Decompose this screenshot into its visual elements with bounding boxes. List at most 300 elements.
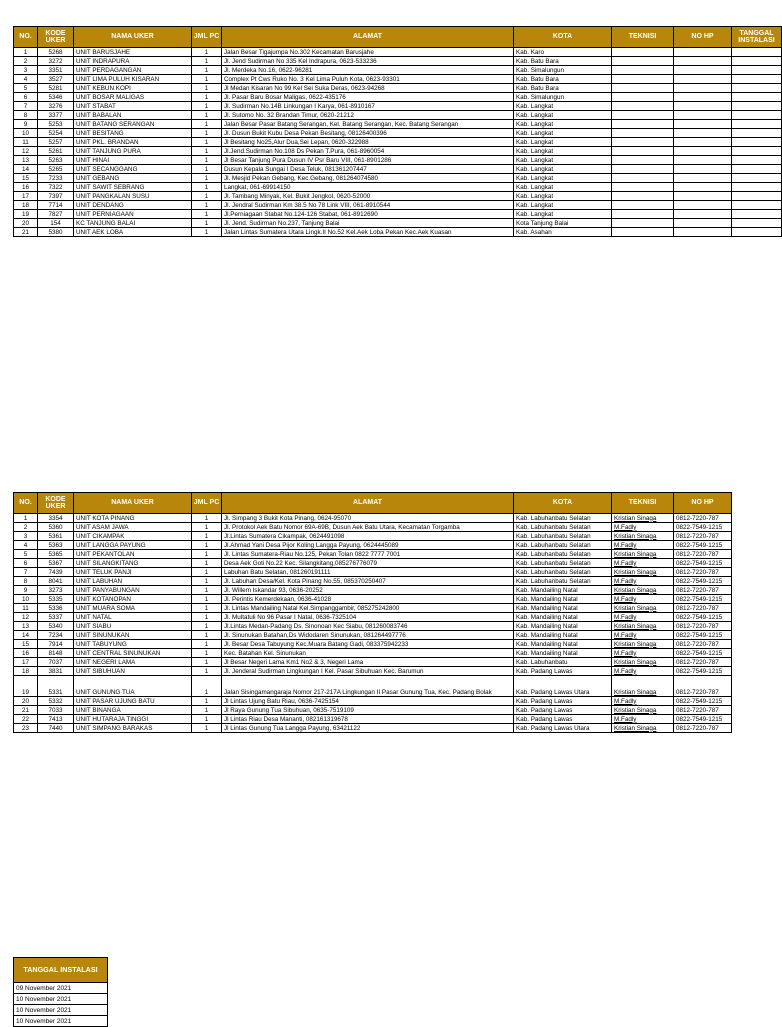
- table-cell: 1: [192, 228, 222, 237]
- table-cell: 1: [192, 667, 222, 676]
- table-cell: Kab. Asahan: [514, 228, 612, 237]
- column-header: NO.: [14, 493, 38, 514]
- table-cell: 5332: [38, 697, 74, 706]
- column-header: JML PC: [192, 27, 222, 48]
- table-cell: 1: [192, 84, 222, 93]
- table-cell: Kab. Labuhanbatu Selatan: [514, 577, 612, 586]
- table-cell: 3273: [38, 586, 74, 595]
- table-cell: Jl Besitang No25,Alur Dua,Sei Lepan, 0620-322988: [222, 138, 514, 147]
- table-cell: 5361: [38, 532, 74, 541]
- table-cell: Jl. Tambang Minyak, Kel. Bukit Jengkol, 0620-52000: [222, 192, 514, 201]
- table-cell: 6: [14, 93, 38, 102]
- table-cell: 5367: [38, 559, 74, 568]
- table-cell: [674, 174, 732, 183]
- table-row: [14, 676, 732, 697]
- table-cell: 1: [192, 676, 222, 697]
- table-cell: [732, 84, 782, 93]
- table-cell: 0812-7220-787: [674, 640, 732, 649]
- table-cell: UNIT PERNIAGAAN: [74, 210, 192, 219]
- table-cell: Complex Pt Cws Ruko No. 3 Kel Lima Puluh Kota, 0623-93301: [222, 75, 514, 84]
- table-cell: 7037: [38, 658, 74, 667]
- table-cell: [612, 210, 674, 219]
- table-cell: [612, 129, 674, 138]
- table-cell: UNIT HINAI: [74, 156, 192, 165]
- table-cell: UNIT ASAM JAWA: [74, 523, 192, 532]
- units-table-2: [13, 492, 732, 733]
- table-cell: [612, 174, 674, 183]
- table-cell: Kab. Langkat: [514, 120, 612, 129]
- table-cell: 5: [14, 84, 38, 93]
- table-cell: 0822-7549-1215: [674, 697, 732, 706]
- table-cell: 1: [192, 715, 222, 724]
- table-cell: Jl. Besar Desa Tabuyung Kec.Muara Batang Gadi, 083375942233: [222, 640, 514, 649]
- table-cell: Kristian Sinaga: [612, 658, 674, 667]
- table-cell: 0812-7220-787: [674, 550, 732, 559]
- table-cell: Kab. Labuhanbatu Selatan: [514, 568, 612, 577]
- table-cell: UNIT KOTA PINANG: [74, 514, 192, 523]
- table-cell: UNIT PERDAGANGAN: [74, 66, 192, 75]
- table-cell: Jl Lintas Gunung Tua Langga Payung, 63421122: [222, 724, 514, 733]
- table-cell: 20: [14, 697, 38, 706]
- table-cell: 3527: [38, 75, 74, 84]
- table-cell: 23: [14, 724, 38, 733]
- table-row: [14, 613, 732, 622]
- table-cell: Kab. Labuhanbatu Selatan: [514, 550, 612, 559]
- table-cell: Kab. Labuhanbatu Selatan: [514, 523, 612, 532]
- table-cell: Kab. Padang Lawas: [514, 697, 612, 706]
- table-cell: [732, 156, 782, 165]
- table-cell: Kab. Labuhanbatu Selatan: [514, 559, 612, 568]
- table-cell: 8: [14, 577, 38, 586]
- table-cell: [612, 228, 674, 237]
- table-cell: Kab. Padang Lawas: [514, 715, 612, 724]
- table-cell: 1: [192, 129, 222, 138]
- table-cell: 13: [14, 622, 38, 631]
- table-row: [14, 649, 732, 658]
- table-cell: Kab. Padang Lawas: [514, 667, 612, 676]
- table-cell: 7827: [38, 210, 74, 219]
- table-cell: [674, 93, 732, 102]
- table-row: [14, 129, 782, 138]
- table-cell: UNIT NATAL: [74, 613, 192, 622]
- table-cell: M.Fadly: [612, 613, 674, 622]
- table-cell: [674, 129, 732, 138]
- table-cell: UNIT PASAR UJUNG BATU: [74, 697, 192, 706]
- table-row: [14, 514, 732, 523]
- table-cell: 7413: [38, 715, 74, 724]
- table-cell: 1: [192, 138, 222, 147]
- table-cell: UNIT SINUNUKAN: [74, 631, 192, 640]
- table-cell: Jalan Lintas Sumatera Utara Lingk.II No.52 Kel.Aek Loba Pekan Kec.Aek Kuasan: [222, 228, 514, 237]
- table-cell: UNIT BABALAN: [74, 111, 192, 120]
- table-cell: [612, 84, 674, 93]
- table-cell: Kab. Mandailing Natal: [514, 604, 612, 613]
- table-cell: Kab. Labuhanbatu Selatan: [514, 514, 612, 523]
- table-cell: 1: [14, 514, 38, 523]
- table-cell: [674, 66, 732, 75]
- table-row: [14, 983, 108, 994]
- table-cell: Jl Besar Tanjung Pura Dusun IV Psr Baru VIII, 061-8901286: [222, 156, 514, 165]
- table-cell: [732, 48, 782, 57]
- table-cell: 1: [192, 66, 222, 75]
- installation-date-cell: 10 November 2021: [14, 1005, 108, 1016]
- table-cell: [732, 111, 782, 120]
- table-cell: 11: [14, 138, 38, 147]
- table-cell: 7: [14, 568, 38, 577]
- table-cell: Kab. Langkat: [514, 210, 612, 219]
- table-cell: 1: [192, 210, 222, 219]
- table-cell: 1: [192, 559, 222, 568]
- table-cell: UNIT BATANG SERANGAN: [74, 120, 192, 129]
- table-cell: 5380: [38, 228, 74, 237]
- table-cell: 1: [192, 75, 222, 84]
- table-cell: Kristian Sinaga: [612, 550, 674, 559]
- table-row: [14, 66, 782, 75]
- table-cell: Jalan Besar Pasar Batang Serangan, Kel. Batang Serangan, Kec. Batang Serangan: [222, 120, 514, 129]
- table-cell: [612, 219, 674, 228]
- table-cell: 4: [14, 541, 38, 550]
- table-header-row: [14, 493, 732, 514]
- table-cell: [674, 228, 732, 237]
- table-cell: UNIT PANGKALAN SUSU: [74, 192, 192, 201]
- table-cell: UNIT BESITANG: [74, 129, 192, 138]
- table-cell: Kristian Sinaga: [612, 532, 674, 541]
- table-cell: 7: [14, 102, 38, 111]
- table-cell: UNIT CIKAMPAK: [74, 532, 192, 541]
- table-cell: Kab. Mandailing Natal: [514, 586, 612, 595]
- table-cell: Kab. Mandailing Natal: [514, 649, 612, 658]
- table-cell: 4: [14, 75, 38, 84]
- table-row: [14, 156, 782, 165]
- table-row: [14, 165, 782, 174]
- installation-date-table: [13, 957, 108, 1027]
- table-cell: UNIT LIMA PULUH KISARAN: [74, 75, 192, 84]
- table-cell: Jl. Willem Iskandar 93, 0636-20252: [222, 586, 514, 595]
- table-cell: 0812-7220-787: [674, 568, 732, 577]
- table-row: [14, 622, 732, 631]
- table-cell: 5360: [38, 523, 74, 532]
- table-cell: Kab. Labuhanbatu Selatan: [514, 532, 612, 541]
- table-cell: 0812-7220-787: [674, 658, 732, 667]
- table-row: [14, 631, 732, 640]
- table-cell: Kab. Langkat: [514, 174, 612, 183]
- table-cell: UNIT STABAT: [74, 102, 192, 111]
- table-cell: 10: [14, 595, 38, 604]
- table-cell: 0812-7220-787: [674, 514, 732, 523]
- table-cell: UNIT LANGGA PAYUNG: [74, 541, 192, 550]
- table-cell: Kab. Batu Bara: [514, 75, 612, 84]
- table-row: [14, 595, 732, 604]
- table-cell: 0812-7220-787: [674, 706, 732, 715]
- table-cell: UNIT BINANGA: [74, 706, 192, 715]
- table-cell: M.Fadly: [612, 523, 674, 532]
- table-cell: 17: [14, 658, 38, 667]
- table-cell: [674, 138, 732, 147]
- table-cell: Kab. Langkat: [514, 147, 612, 156]
- table-cell: Jl. Jenderal Sudirman Lingkungan I Kel. Pasar Sibuhuan Kec. Barumun: [222, 667, 514, 676]
- table-cell: UNIT AEK LOBA: [74, 228, 192, 237]
- table-cell: [674, 75, 732, 84]
- table-cell: 1: [192, 631, 222, 640]
- table-cell: [612, 111, 674, 120]
- table-cell: Jl.Lintas Sumatera Cikampak, 0624491098: [222, 532, 514, 541]
- table-row: [14, 75, 782, 84]
- table-cell: Kab. Padang Lawas Utara: [514, 676, 612, 697]
- table-cell: Kab. Mandailing Natal: [514, 631, 612, 640]
- table-cell: Jl. Lintas Mandailing Natal Kel.Simpanggambir, 085275242800: [222, 604, 514, 613]
- table-cell: [612, 93, 674, 102]
- table-row: [14, 577, 732, 586]
- table-cell: [674, 102, 732, 111]
- table-cell: [732, 192, 782, 201]
- table-cell: Kab. Batu Bara: [514, 84, 612, 93]
- table-cell: 0822-7549-1215: [674, 715, 732, 724]
- table-cell: 0822-7549-1215: [674, 631, 732, 640]
- table-row: [14, 541, 732, 550]
- table-cell: 1: [192, 658, 222, 667]
- table-cell: Kab. Langkat: [514, 192, 612, 201]
- table-cell: Kristian Sinaga: [612, 586, 674, 595]
- table-cell: [732, 102, 782, 111]
- table-cell: 15: [14, 640, 38, 649]
- table-cell: 3831: [38, 667, 74, 676]
- table-cell: UNIT DENDANG: [74, 201, 192, 210]
- table-cell: Jl.Jend.Sudirman No.108 Ds Pekan T.Pura, 061-8960054: [222, 147, 514, 156]
- table-cell: 5253: [38, 120, 74, 129]
- table-cell: 7233: [38, 174, 74, 183]
- table-cell: Jl Lintas Ujung Batu Riau, 0636-7425154: [222, 697, 514, 706]
- table-cell: 7439: [38, 568, 74, 577]
- table-cell: [732, 201, 782, 210]
- table-cell: UNIT HUTARAJA TINGGI: [74, 715, 192, 724]
- column-header: TANGGAL INSTALASI: [732, 27, 782, 48]
- table-row: [14, 667, 732, 676]
- table-cell: 5254: [38, 129, 74, 138]
- table-cell: 0822-7549-1215: [674, 577, 732, 586]
- table-cell: 0822-7549-1215: [674, 541, 732, 550]
- table-cell: 5337: [38, 613, 74, 622]
- table-cell: [732, 93, 782, 102]
- table-cell: Kab. Mandailing Natal: [514, 613, 612, 622]
- table-cell: [612, 201, 674, 210]
- table-cell: M.Fadly: [612, 559, 674, 568]
- table-cell: 1: [192, 48, 222, 57]
- table-cell: Kab. Langkat: [514, 183, 612, 192]
- table-cell: M.Fadly: [612, 577, 674, 586]
- table-cell: 1: [192, 550, 222, 559]
- column-header: TEKNISI: [612, 27, 674, 48]
- table-cell: 1: [192, 532, 222, 541]
- table-cell: Jl.Perniagaan Stabat No.124-126 Stabat, 061-8912690: [222, 210, 514, 219]
- table-row: [14, 93, 782, 102]
- table-cell: Jalan Besar Tigajumpa No.302 Kecamatan Barusjahe: [222, 48, 514, 57]
- table-cell: 1: [192, 577, 222, 586]
- table-row: [14, 658, 732, 667]
- table-cell: 14: [14, 165, 38, 174]
- table-cell: 15: [14, 174, 38, 183]
- table-cell: 1: [192, 120, 222, 129]
- table-cell: 8148: [38, 649, 74, 658]
- table-cell: 3377: [38, 111, 74, 120]
- table-cell: 3351: [38, 66, 74, 75]
- table-cell: Kristian Sinaga: [612, 706, 674, 715]
- table-cell: [732, 219, 782, 228]
- table-cell: [732, 210, 782, 219]
- table-cell: 0822-7549-1215: [674, 649, 732, 658]
- table-cell: Kab. Padang Lawas: [514, 706, 612, 715]
- table-cell: 17: [14, 192, 38, 201]
- table-cell: 13: [14, 156, 38, 165]
- table-row: [14, 174, 782, 183]
- table-cell: 1: [192, 156, 222, 165]
- table-cell: [612, 138, 674, 147]
- table-cell: 8: [14, 111, 38, 120]
- table-cell: [674, 84, 732, 93]
- table-cell: 18: [14, 201, 38, 210]
- column-header: NO HP: [674, 27, 732, 48]
- table-cell: Kab. Karo: [514, 48, 612, 57]
- table-cell: UNIT CENTRAL SINUNUKAN: [74, 649, 192, 658]
- table-cell: Kab. Mandailing Natal: [514, 622, 612, 631]
- table-cell: UNIT KEBUN KOPI: [74, 84, 192, 93]
- table-cell: 1: [192, 219, 222, 228]
- table-cell: 5261: [38, 147, 74, 156]
- table-cell: 12: [14, 147, 38, 156]
- table-cell: M.Fadly: [612, 595, 674, 604]
- table-cell: 7234: [38, 631, 74, 640]
- table-cell: 2: [14, 523, 38, 532]
- table-cell: M.Fadly: [612, 667, 674, 676]
- column-header: KODE UKER: [38, 493, 74, 514]
- column-header: KOTA: [514, 27, 612, 48]
- table-cell: UNIT TELUK PANJI: [74, 568, 192, 577]
- table-cell: 1: [192, 541, 222, 550]
- table-cell: 7714: [38, 201, 74, 210]
- table-cell: Kristian Sinaga: [612, 604, 674, 613]
- table-cell: 7440: [38, 724, 74, 733]
- table-cell: 1: [192, 147, 222, 156]
- table-cell: Kab. Langkat: [514, 129, 612, 138]
- table-cell: Jl Medan Kisaran No 99 Kel Sei Suka Deras, 0623-94268: [222, 84, 514, 93]
- table-cell: Jl. Jend Sudirman No 335 Kel Indrapura, 0623-533236: [222, 57, 514, 66]
- table-row: [14, 102, 782, 111]
- table-cell: [612, 165, 674, 174]
- table-row: [14, 120, 782, 129]
- table-cell: Kristian Sinaga: [612, 622, 674, 631]
- table-row: [14, 706, 732, 715]
- column-header: KOTA: [514, 493, 612, 514]
- table-cell: UNIT NEGERI LAMA: [74, 658, 192, 667]
- table-cell: [732, 57, 782, 66]
- table-cell: UNIT SECANGGANG: [74, 165, 192, 174]
- table-cell: Jl Raya Gunung Tua Sibuhuan, 0635-7519109: [222, 706, 514, 715]
- table-cell: 5335: [38, 595, 74, 604]
- table-cell: 1: [192, 697, 222, 706]
- table-cell: 0812-7220-787: [674, 676, 732, 697]
- table-row: [14, 219, 782, 228]
- table-cell: 1: [192, 514, 222, 523]
- table-cell: Kristian Sinaga: [612, 514, 674, 523]
- table-cell: [732, 228, 782, 237]
- table-cell: Kristian Sinaga: [612, 640, 674, 649]
- table-cell: 5336: [38, 604, 74, 613]
- table-row: [14, 183, 782, 192]
- table-cell: M.Fadly: [612, 697, 674, 706]
- table-cell: 1: [192, 174, 222, 183]
- table-cell: UNIT KOTANOPAN: [74, 595, 192, 604]
- table-row: [14, 724, 732, 733]
- table-cell: 1: [192, 586, 222, 595]
- table-cell: [732, 138, 782, 147]
- table-cell: M.Fadly: [612, 715, 674, 724]
- table-cell: Kab. Labuhanbatu: [514, 658, 612, 667]
- table-cell: 7033: [38, 706, 74, 715]
- table-cell: Kab. Padang Lawas Utara: [514, 724, 612, 733]
- table-cell: [674, 210, 732, 219]
- table-row: [14, 147, 782, 156]
- table-cell: Jl. Merdeka No.16, 0622-96281: [222, 66, 514, 75]
- table-cell: 1: [192, 192, 222, 201]
- table-cell: 0812-7220-787: [674, 604, 732, 613]
- table-cell: UNIT PEKANTOLAN: [74, 550, 192, 559]
- table-cell: Jl. Mesjid Pekan Gebang, Kec.Gebang, 081264074580: [222, 174, 514, 183]
- table-cell: [732, 75, 782, 84]
- table-cell: Labuhan Batu Selatan, 081260191111: [222, 568, 514, 577]
- table-cell: UNIT TANJUNG PURA: [74, 147, 192, 156]
- table-row: [14, 532, 732, 541]
- table-cell: 19: [14, 210, 38, 219]
- table-cell: 3272: [38, 57, 74, 66]
- table-cell: UNIT GEBANG: [74, 174, 192, 183]
- table-cell: [612, 57, 674, 66]
- table-cell: Kab. Langkat: [514, 201, 612, 210]
- table-cell: 0822-7549-1215: [674, 523, 732, 532]
- table-cell: Jalan Sisingamangaraja Nomor 217-217A Lingkungan II Pasar Gunung Tua, Kec. Padang Bolak: [222, 676, 514, 697]
- table-cell: 0812-7220-787: [674, 724, 732, 733]
- table-cell: UNIT INDRAPURA: [74, 57, 192, 66]
- table-cell: 7397: [38, 192, 74, 201]
- table-row: [14, 228, 782, 237]
- table-cell: 1: [192, 111, 222, 120]
- table-cell: 1: [192, 523, 222, 532]
- column-header: NO HP: [674, 493, 732, 514]
- table-cell: UNIT PKL. BRANDAN: [74, 138, 192, 147]
- table-cell: 10: [14, 129, 38, 138]
- table-cell: 3354: [38, 514, 74, 523]
- table-cell: 1: [192, 622, 222, 631]
- table-row: [14, 604, 732, 613]
- installation-date-cell: 10 November 2021: [14, 1016, 108, 1027]
- table-cell: 19: [14, 676, 38, 697]
- table-row: [14, 523, 732, 532]
- table-cell: 0822-7549-1215: [674, 595, 732, 604]
- table-row: [14, 201, 782, 210]
- table-cell: Kota Tanjung Balai: [514, 219, 612, 228]
- table-cell: [612, 48, 674, 57]
- table-cell: 1: [192, 649, 222, 658]
- table-cell: [612, 75, 674, 84]
- table-cell: 5281: [38, 84, 74, 93]
- table-cell: UNIT MUARA SOMA: [74, 604, 192, 613]
- table-cell: [612, 192, 674, 201]
- table-row: [14, 1016, 108, 1027]
- installation-date-header: TANGGAL INSTALASI: [14, 958, 108, 983]
- table-cell: Kab. Langkat: [514, 156, 612, 165]
- table-cell: 3: [14, 66, 38, 75]
- table-cell: Kab. Langkat: [514, 111, 612, 120]
- table-cell: Kab. Langkat: [514, 102, 612, 111]
- table-cell: 0822-7549-1215: [674, 613, 732, 622]
